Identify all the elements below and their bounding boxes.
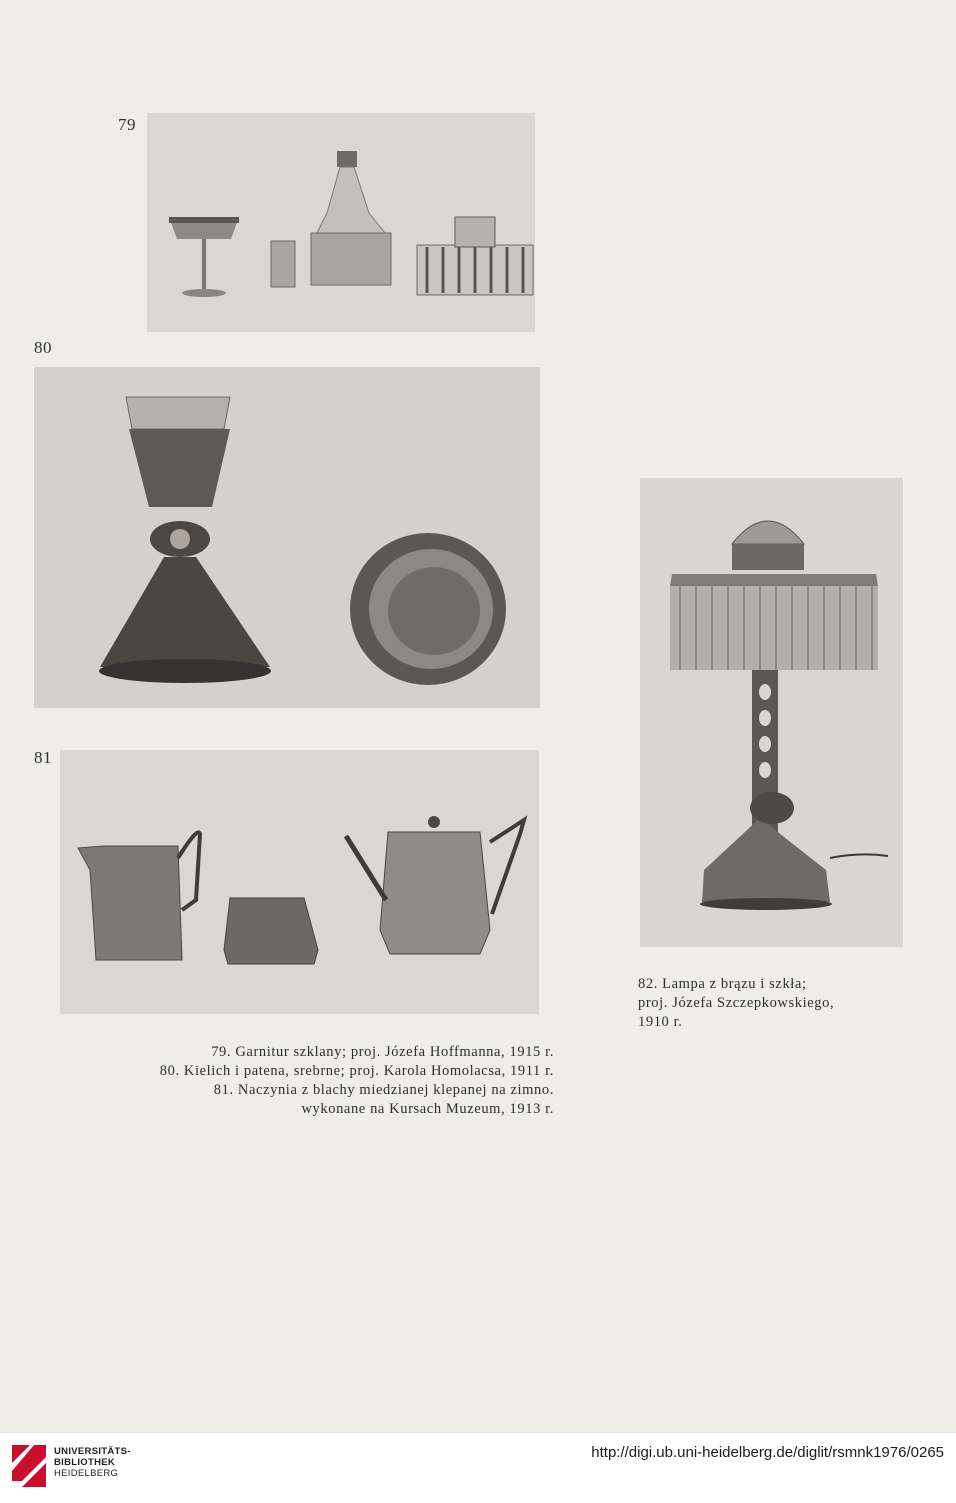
viewer-footer (0, 1432, 956, 1503)
library-name-line-1: UNIVERSITÄTS- (54, 1446, 131, 1457)
library-logo-icon[interactable] (10, 1443, 48, 1489)
figure-80-photo-chalice-paten (34, 367, 540, 708)
figure-81-number: 81 (34, 748, 52, 767)
figure-82-caption-line-3: 1910 r. (638, 1014, 683, 1030)
figure-81-caption-line-1: 81. Naczynia z blachy miedzianej klepanej na zimno. (213, 1082, 554, 1098)
figure-82-caption (638, 975, 898, 1032)
figures-79-81-captions (100, 1043, 554, 1119)
figure-81-photo-copper-vessels (60, 750, 539, 1014)
figure-80-caption: 80. Kielich i patena, srebrne; proj. Karola Homolacsa, 1911 r. (159, 1063, 554, 1079)
figure-79-number: 79 (118, 115, 136, 134)
library-name-line-2: BIBLIOTHEK (54, 1457, 116, 1468)
figure-82-caption-line-2: proj. Józefa Szczepkowskiego, (638, 995, 835, 1011)
figure-79-caption: 79. Garnitur szklany; proj. Józefa Hoffmanna, 1915 r. (211, 1044, 554, 1060)
figure-79-photo-glass-set (147, 113, 535, 332)
figure-82-caption-line-1: 82. Lampa z brązu i szkła; (638, 976, 807, 992)
figure-81-caption-line-2: wykonane na Kursach Muzeum, 1913 r. (301, 1101, 554, 1117)
figure-82-photo-lamp (640, 478, 903, 947)
permalink-url[interactable]: http://digi.ub.uni-heidelberg.de/diglit/rsmnk1976/0265 (591, 1444, 944, 1461)
library-name-line-3: HEIDELBERG (54, 1468, 119, 1479)
library-name (54, 1446, 131, 1479)
figure-80-number: 80 (34, 338, 52, 357)
